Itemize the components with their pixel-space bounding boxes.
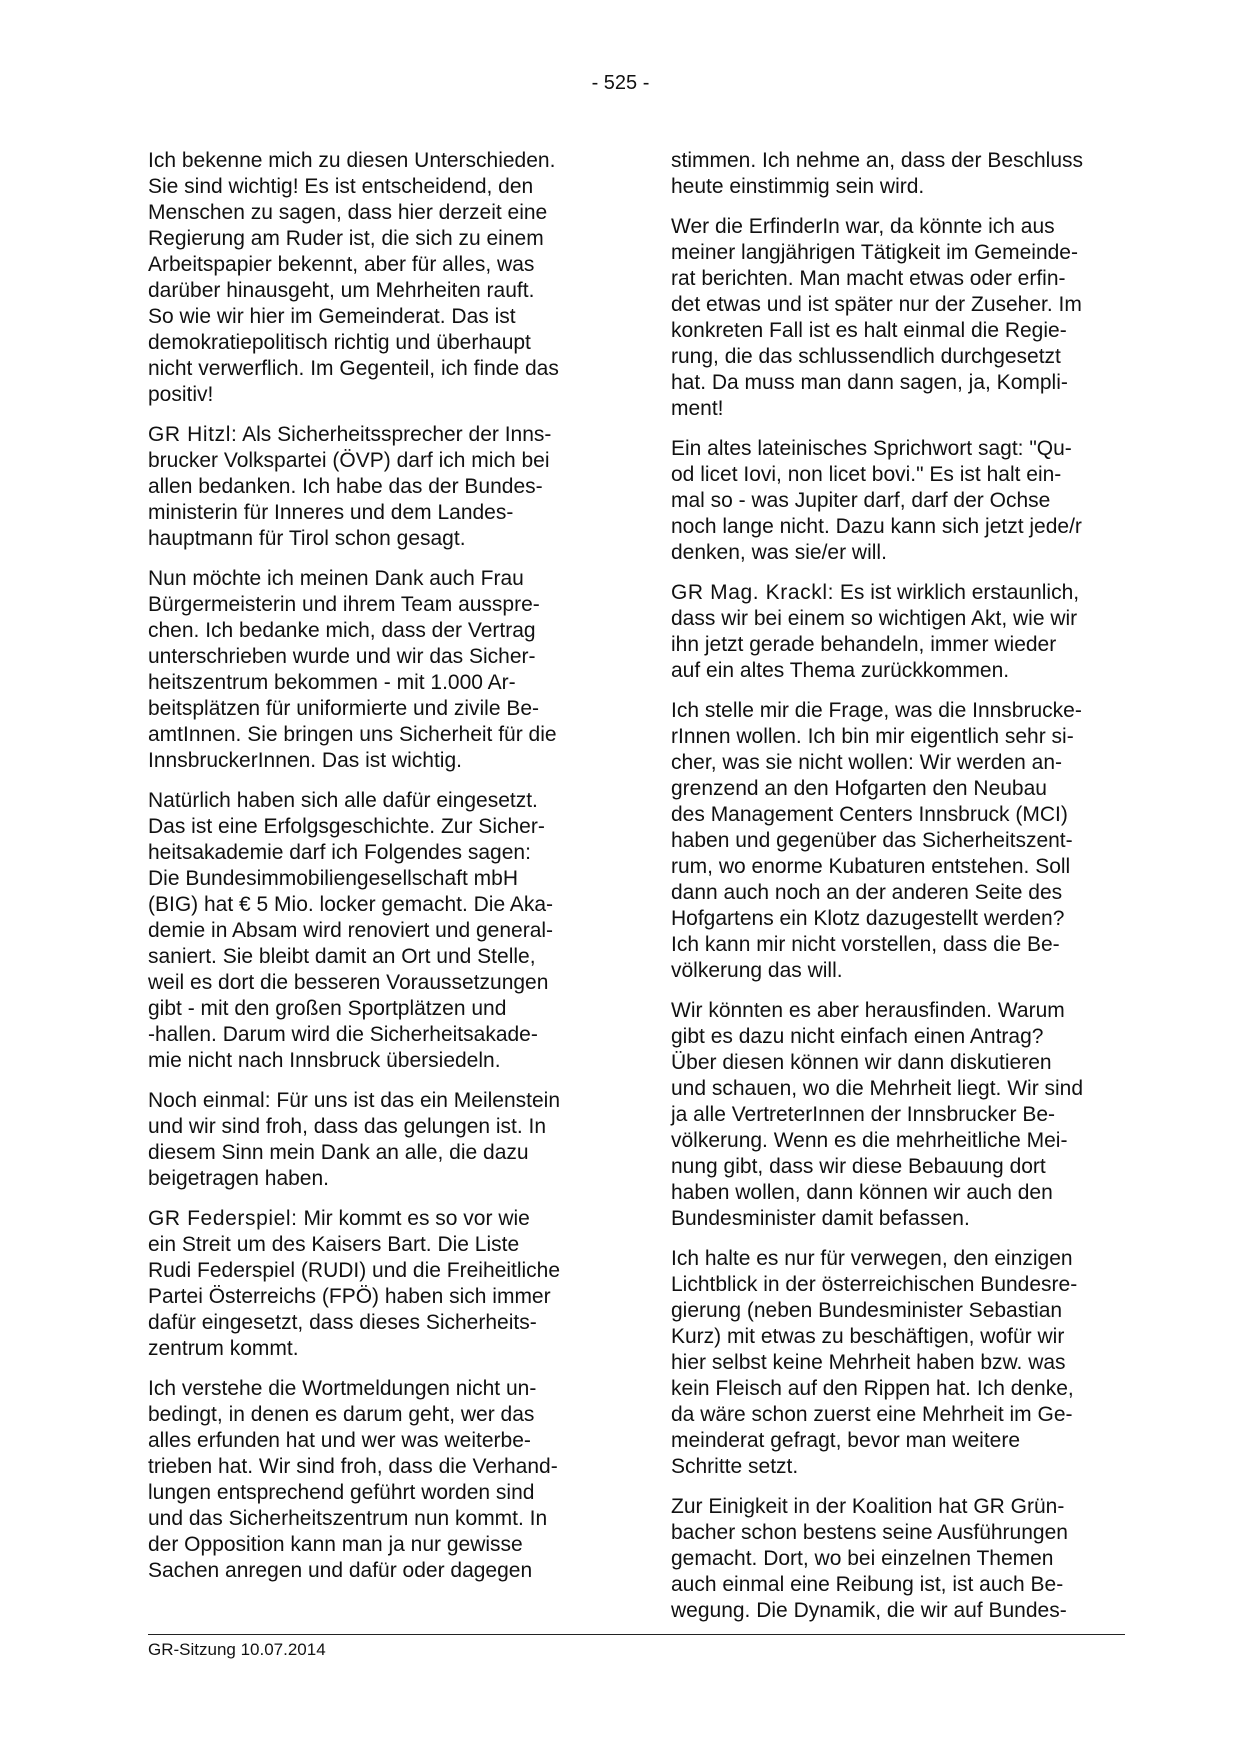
speaker-name: GR Hitzl: (148, 423, 238, 446)
paragraph: stimmen. Ich nehme an, dass der Beschluss heute einstimmig sein wird. (671, 149, 1084, 198)
paragraph: Wir könnten es aber herausfinden. Warum gibt es dazu nicht einfach einen Antrag? Über diesen können wir dann diskutieren und schauen, wo die Mehrheit liegt. Wir sind ja alle VertreterInnen der Innsbrucker Be- völkerung. Wenn es die mehrheitliche Mei- nung gibt, dass wir diese Bebauung dort haben wollen, dann können wir auch den Bundesminister damit befassen. (671, 999, 1084, 1230)
paragraph: GR Hitzl: Als Sicherheitssprecher der Inns- brucker Volkspartei (ÖVP) darf ich mich bei allen bedanken. Ich habe das der Bundes- ministerin für Inneres und dem Landes- hauptmann für Tirol schon gesagt. (148, 423, 552, 550)
paragraph: GR Federspiel: Mir kommt es so vor wie ein Streit um des Kaisers Bart. Die Liste Rudi Federspiel (RUDI) und die Freiheitliche Partei Österreichs (FPÖ) haben sich immer dafür eingesetzt, dass dieses Sicherheits- zentrum kommt. (148, 1207, 561, 1360)
footer-session-date: GR-Sitzung 10.07.2014 (148, 1640, 326, 1659)
paragraph: GR Mag. Krackl: Es ist wirklich erstaunlich, dass wir bei einem so wichtigen Akt, wie wir ihn jetzt gerade behandeln, immer wieder auf ein altes Thema zurückkommen. (671, 581, 1080, 682)
paragraph: Nun möchte ich meinen Dank auch Frau Bürgermeisterin und ihrem Team ausspre- chen. Ich bedanke mich, dass der Vertrag unterschrieben wurde und wir das Sicher- heitszentrum bekommen - mit 1.000 Ar- beitsplätzen für uniformierte und zivile Be- amtInnen. Sie bringen uns Sicherheit für die InnsbruckerInnen. Das ist wichtig. (148, 567, 557, 772)
speaker-name: GR Mag. Krackl: (671, 581, 835, 604)
footer-divider (148, 1634, 1125, 1635)
paragraph: Natürlich haben sich alle dafür eingesetzt. Das ist eine Erfolgsgeschichte. Zur Sicher- heitsakademie darf ich Folgendes sagen: Die Bundesimmobiliengesellschaft mbH (BIG) hat € 5 Mio. locker gemacht. Die Aka- demie in Absam wird renoviert und general- saniert. Sie bleibt damit an Ort und Stelle, weil es dort die besseren Voraussetzungen gibt - mit den großen Sportplätzen und -hallen. Darum wird die Sicherheitsakade- mie nicht nach Innsbruck übersiedeln. (148, 789, 554, 1072)
paragraph: Ich stelle mir die Frage, was die Innsbrucke- rInnen wollen. Ich bin mir eigentlich sehr si- cher, was sie nicht wollen: Wir werden an- grenzend an den Hofgarten den Neubau des Management Centers Innsbruck (MCI) haben und gegenüber das Sicherheitszent- rum, wo enorme Kubaturen entstehen. Soll dann auch noch an der anderen Seite des Hofgartens ein Klotz dazugestellt werden? Ich kann mir nicht vorstellen, dass die Be- völkerung das will. (671, 699, 1082, 982)
paragraph: Ich verstehe die Wortmeldungen nicht un- bedingt, in denen es darum geht, wer das alles erfunden hat und wer was weiterbe- trieben hat. Wir sind froh, dass die Verhand- lungen entsprechend geführt worden sind und das Sicherheitszentrum nun kommt. In der Opposition kann man ja nur gewisse Sachen anregen und dafür oder dagegen (148, 1377, 558, 1582)
paragraph: Ein altes lateinisches Sprichwort sagt: "Qu- od licet Iovi, non licet bovi." Es ist halt ein- mal so - was Jupiter darf, darf der Ochse noch lange nicht. Dazu kann sich jetzt jede/r denken, was sie/er will. (671, 437, 1082, 564)
paragraph: Wer die ErfinderIn war, da könnte ich aus meiner langjährigen Tätigkeit im Gemeinde- rat berichten. Man macht etwas oder erfin- det etwas und ist später nur der Zuseher. Im konkreten Fall ist es halt einmal die Regie- rung, die das schlussendlich durchgesetzt hat. Da muss man dann sagen, ja, Kompli- ment! (671, 215, 1082, 420)
left-column (148, 148, 596, 1598)
paragraph: Ich halte es nur für verwegen, den einzigen Lichtblick in der österreichischen Bundesre- gierung (neben Bundesminister Sebastian Kurz) mit etwas zu beschäftigen, wofür wir hier selbst keine Mehrheit haben bzw. was kein Fleisch auf den Rippen hat. Ich denke, da wäre schon zuerst eine Mehrheit im Ge- meinderat gefragt, bevor man weitere Schritte setzt. (671, 1247, 1078, 1478)
page-number: - 525 - (591, 72, 650, 94)
right-column (671, 148, 1119, 1638)
paragraph: Zur Einigkeit in der Koalition hat GR Grün- bacher schon bestens seine Ausführungen gemacht. Dort, wo bei einzelnen Themen auch einmal eine Reibung ist, ist auch Be- wegung. Die Dynamik, die wir auf Bundes- (671, 1495, 1068, 1622)
paragraph: Noch einmal: Für uns ist das ein Meilenstein und wir sind froh, dass das gelungen ist. In diesem Sinn mein Dank an alle, die dazu beigetragen haben. (148, 1089, 561, 1190)
speaker-name: GR Federspiel: (148, 1207, 298, 1230)
paragraph: Ich bekenne mich zu diesen Unterschieden. Sie sind wichtig! Es ist entscheidend, den Menschen zu sagen, dass hier derzeit eine Regierung am Ruder ist, die sich zu einem Arbeitspapier bekennt, aber für alles, was darüber hinausgeht, um Mehrheiten rauft. So wie wir hier im Gemeinderat. Das ist demokratiepolitisch richtig und überhaupt nicht verwerflich. Im Gegenteil, ich finde das positiv! (148, 149, 559, 406)
